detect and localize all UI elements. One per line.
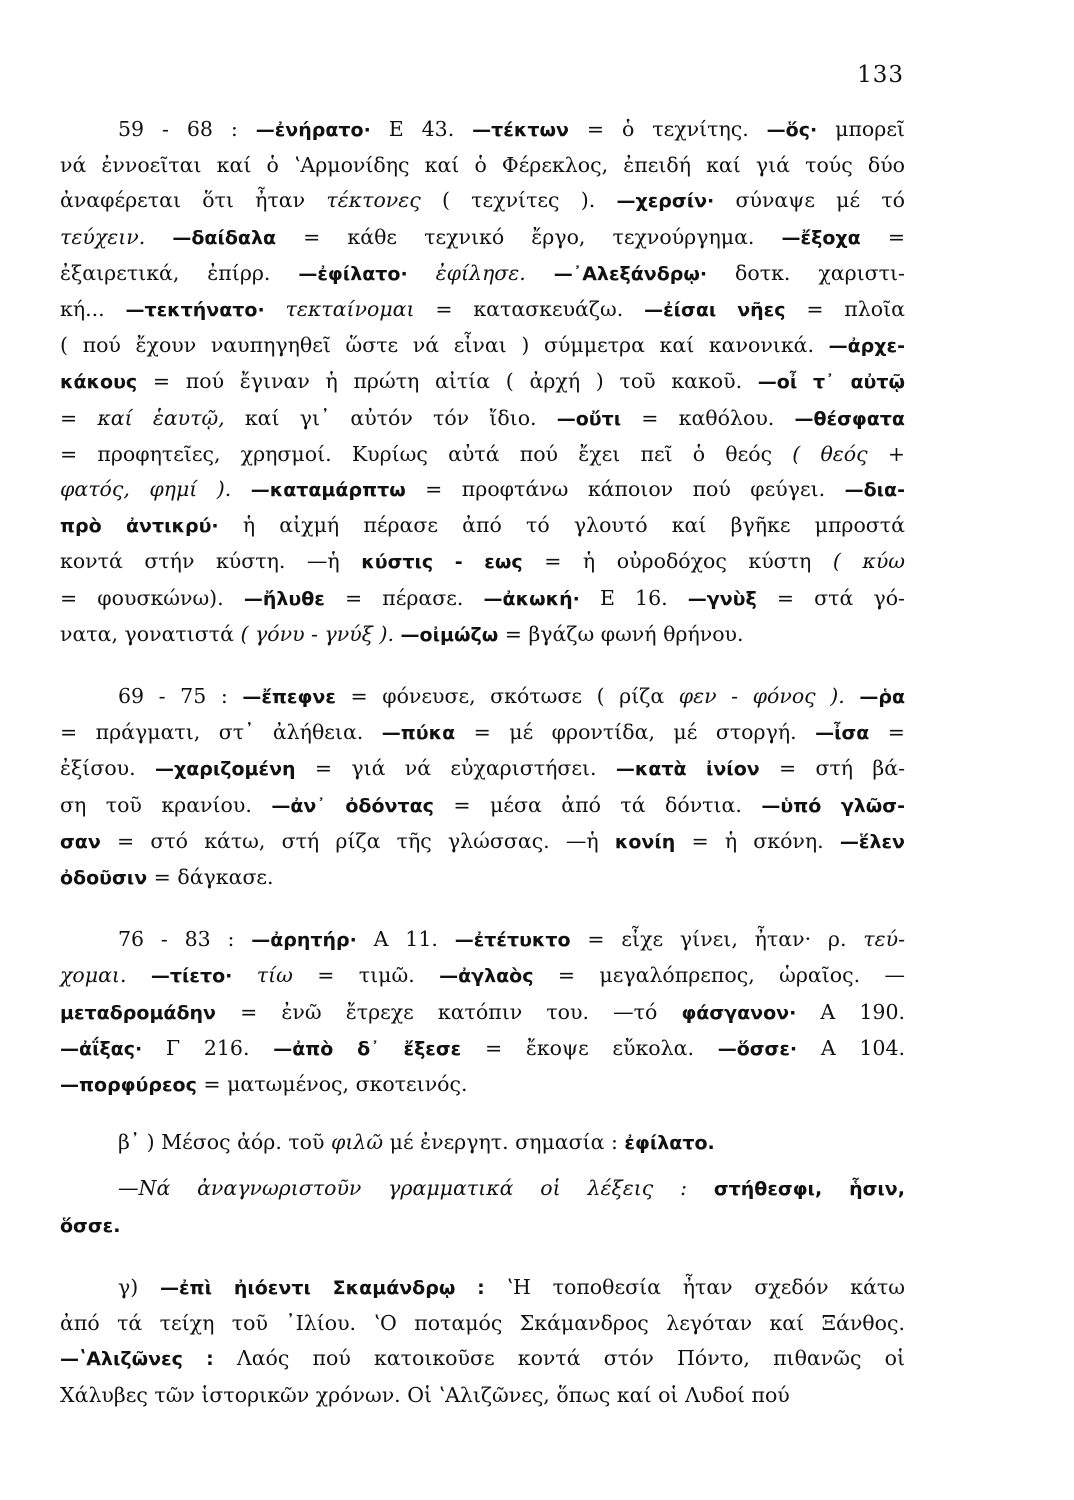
- lemma-term: —ἀκωκή·: [483, 587, 580, 610]
- lemma-term: μεταδρομάδην: [60, 1001, 216, 1024]
- paragraph: [60, 1171, 905, 1243]
- text-run: Λαός πού κατοικοῦσε κοντά στόν Πόντο, πιθανῶς οἱ: [213, 1346, 905, 1371]
- text-run: [145, 225, 172, 249]
- lemma-term: —᾿Αλεξάνδρῳ·: [553, 262, 708, 285]
- text-line: [60, 860, 905, 896]
- lemma-term: ὅσσε.: [60, 1214, 121, 1237]
- text-run: ( πού ἔχουν ναυπηγηθεῖ ὥστε νά εἶναι ) σύμμετρα καί κανονικά.: [60, 333, 829, 358]
- lemma-term: —γνὺξ: [687, 587, 757, 610]
- text-line: [60, 1270, 905, 1306]
- italic-run: τεκταίνομαι: [285, 297, 415, 322]
- lemma-term: —ἀγλαὸς: [439, 965, 534, 988]
- text-run: = προφτάνω κάποιον πού φεύγει.: [405, 477, 845, 502]
- lemma-term: ὀδοῦσιν: [60, 867, 148, 890]
- text-line: [60, 401, 905, 437]
- italic-run: φιλῶ: [331, 1130, 384, 1155]
- text-run: = κάθε τεχνικό ἔργο, τεχνούργημα.: [276, 224, 782, 249]
- lemma-term: —τεκτήνατο·: [125, 299, 265, 322]
- paragraph: [60, 679, 905, 896]
- text-run: = πλοῖα: [785, 297, 905, 322]
- lemma-term: —δια-: [844, 479, 905, 502]
- text-run: νατα, γονατιστά: [60, 621, 241, 646]
- paragraph: [60, 1270, 905, 1413]
- italic-run: —Νά ἀναγνωριστοῦν γραμματικά οἱ λέξεις :: [118, 1176, 687, 1201]
- text-run: = στό κάτω, στή ρίζα τῆς γλώσσας. —ἡ: [100, 828, 615, 853]
- lemma-term: —ἀρητήρ·: [251, 929, 357, 952]
- text-run: σύναψε μέ τό: [714, 188, 906, 213]
- text-run: [127, 963, 151, 987]
- text-line: [60, 824, 905, 860]
- text-run: Α 104.: [797, 1035, 905, 1060]
- text-line: [60, 1306, 905, 1341]
- text-run: Α 11.: [356, 927, 455, 952]
- lemma-term: —ὑπό γλῶσ-: [761, 794, 905, 817]
- text-line: [60, 679, 905, 715]
- text-run: κή...: [60, 297, 126, 322]
- text-run: = εἶχε γίνει, ἦταν· ρ.: [570, 927, 864, 952]
- text-run: = πέρασε.: [324, 585, 484, 610]
- lemma-term: σαν: [60, 830, 101, 853]
- text-run: = μέ φροντίδα, μέ στοργή.: [455, 720, 816, 745]
- lemma-term: —ἀπὸ δ᾿ ἔξεσε: [273, 1037, 462, 1060]
- lemma-term: ἐφίλατο.: [624, 1132, 715, 1155]
- lemma-term: —ἔπεφνε: [242, 686, 336, 709]
- text-run: [845, 684, 860, 708]
- text-run: = ἡ οὐροδόχος κύστη: [522, 549, 833, 574]
- text-line: [60, 112, 905, 148]
- lemma-term: —οἰμώζω: [400, 623, 499, 646]
- text-run: [231, 477, 250, 501]
- text-run: 76 - 83 :: [118, 927, 252, 952]
- text-run: = φουσκώνω).: [60, 585, 244, 610]
- text-line: [60, 183, 905, 219]
- text-line: [60, 292, 905, 328]
- text-run: ʽΗ τοποθεσία ἦταν σχεδόν κάτω: [484, 1274, 905, 1299]
- text-run: 59 - 68 :: [118, 117, 256, 141]
- text-run: ( τεχνίτες ).: [420, 188, 617, 213]
- text-run: = δάγκασε.: [147, 865, 274, 890]
- lemma-term: —ἐνήρατο·: [255, 119, 371, 141]
- text-run: Ε 16.: [579, 585, 688, 610]
- lemma-term: —τέκτων: [472, 119, 569, 141]
- text-line: [60, 544, 905, 580]
- lemma-term: στήθεσφι, ἧσιν,: [713, 1178, 905, 1201]
- italic-run: ( γόνυ - γνύξ ).: [240, 621, 394, 646]
- lemma-term: —ἐίσαι νῆες: [644, 299, 786, 322]
- lemma-term: —ʽΑλιζῶνες :: [60, 1348, 214, 1371]
- text-run: = γιά νά εὐχαριστήσει.: [295, 756, 616, 781]
- text-line: [60, 328, 905, 364]
- lemma-term: πρὸ ἀντικρύ·: [60, 515, 219, 538]
- lemma-term: —ἐπὶ ἠιόεντι Σκαμάνδρῳ :: [159, 1276, 485, 1299]
- lemma-term: —ἐφίλατο·: [298, 262, 408, 285]
- text-run: νά ἐννοεῖται καί ὁ ʽΑρμονίδης καί ὁ Φέρεκλος, ἐπειδή καί γιά τούς δύο: [60, 153, 905, 178]
- text-run: = ὁ τεχνίτης.: [568, 117, 767, 141]
- text-line: [60, 1378, 905, 1413]
- lemma-term: —θέσφατα: [794, 407, 905, 430]
- text-run: = ματωμένος, σκοτεινός.: [196, 1072, 468, 1097]
- text-run: β᾿ ) Μέσος ἀόρ. τοῦ: [118, 1130, 332, 1155]
- lemma-term: —ἀν᾿ ὀδόντας: [271, 794, 434, 817]
- text-line: [60, 751, 905, 787]
- lemma-term: κάκους: [60, 371, 138, 394]
- text-run: μέ ἐνεργητ. σημασία :: [383, 1130, 625, 1155]
- italic-run: ( θεός +: [792, 441, 905, 466]
- text-run: = προφητεῖες, χρησμοί. Κυρίως αὐτά πού ἔχει πεῖ ὁ θεός: [60, 441, 793, 466]
- lemma-term: —δαίδαλα: [172, 226, 277, 249]
- lemma-term: —χερσίν·: [616, 190, 715, 213]
- text-run: = μέσα ἀπό τά δόντια.: [433, 792, 762, 817]
- text-run: = μεγαλόπρεπος, ὡραῖος. —: [533, 963, 905, 988]
- text-line: [60, 1171, 905, 1207]
- text-line: [60, 995, 905, 1031]
- text-run: = φόνευσε, σκότωσε ( ρίζα: [335, 684, 679, 709]
- lemma-term: —ἐτέτυκτο: [454, 929, 571, 952]
- text-line: [60, 581, 905, 617]
- lemma-term: —οὔτι: [556, 407, 622, 430]
- text-run: = πού ἔγιναν ἡ πρώτη αἰτία ( ἀρχή ) τοῦ κακοῦ.: [137, 369, 758, 394]
- text-line: [60, 220, 905, 256]
- lemma-term: —ἀΐξας·: [60, 1037, 143, 1060]
- text-line: [60, 472, 905, 508]
- text-line: [60, 148, 905, 183]
- text-line: [60, 1208, 905, 1244]
- text-run: κοντά στήν κύστη. —ἡ: [60, 549, 362, 574]
- text-run: = ἔκοψε εὔκολα.: [461, 1035, 718, 1060]
- text-run: καί γι᾿ αὐτόν τόν ἴδιο.: [224, 405, 557, 430]
- text-run: ἐξαιρετικά, ἐπίρρ.: [60, 260, 299, 285]
- lemma-term: —ἀρχε-: [828, 335, 905, 358]
- text-run: = ἡ σκόνη.: [675, 828, 840, 853]
- text-run: δοτκ. χαριστι-: [707, 260, 905, 285]
- text-line: [60, 958, 905, 994]
- italic-run: ἐφίλησε.: [435, 260, 526, 285]
- text-run: [265, 297, 286, 321]
- text-run: [687, 1176, 714, 1200]
- text-run: = καθόλου.: [621, 405, 795, 430]
- lemma-term: —πύκα: [381, 722, 456, 745]
- paragraph: [60, 922, 905, 1103]
- text-run: Ε 43.: [370, 117, 473, 141]
- italic-run: τίω: [256, 963, 293, 988]
- text-run: [232, 963, 256, 987]
- lemma-term: —καταμάρπτω: [250, 479, 406, 502]
- text-run: Γ 216.: [142, 1035, 274, 1060]
- lemma-term: —τίετο·: [150, 965, 233, 988]
- text-run: =: [860, 224, 905, 249]
- lemma-term: —ὅς·: [766, 119, 818, 141]
- text-run: Χάλυβες τῶν ἱστορικῶν χρόνων. Οἱ ʽΑλιζῶνες, ὅπως καί οἱ Λυδοί πού: [60, 1382, 790, 1407]
- lemma-term: —ὅσσε·: [717, 1037, 798, 1060]
- text-run: ἐξίσου.: [60, 756, 155, 781]
- lemma-term: —ἕλεν: [839, 830, 905, 853]
- text-run: = τιμῶ.: [292, 963, 440, 988]
- italic-run: χομαι.: [60, 963, 127, 988]
- lemma-term: —κατὰ ἰνίον: [615, 758, 760, 781]
- commentary-text: [60, 112, 905, 1413]
- text-run: =: [869, 720, 905, 745]
- text-run: ἀναφέρεται ὅτι ἦταν: [60, 188, 327, 213]
- italic-run: τεύ-: [863, 927, 905, 952]
- text-line: [60, 256, 905, 292]
- text-run: ση τοῦ κρανίου.: [60, 792, 272, 817]
- italic-run: φεν - φόνος ).: [678, 684, 845, 709]
- page-number: 133: [857, 62, 904, 88]
- lemma-term: —οἶ τ᾿ αὐτῷ: [757, 371, 905, 394]
- text-line: [60, 437, 905, 472]
- text-run: = πράγματι, στ᾿ ἀλήθεια.: [60, 720, 382, 745]
- text-line: [60, 922, 905, 958]
- text-run: [526, 261, 554, 285]
- text-line: [60, 1125, 905, 1161]
- text-run: γ): [118, 1274, 160, 1299]
- text-run: ἡ αἰχμή πέρασε ἀπό τό γλουτό καί βγῆκε μπροστά: [218, 513, 905, 538]
- text-run: = στή βά-: [759, 756, 905, 781]
- paragraph: [60, 112, 905, 653]
- text-line: [60, 1031, 905, 1067]
- text-line: [60, 508, 905, 544]
- text-line: [60, 1067, 905, 1103]
- lemma-term: —πορφύρεος: [60, 1074, 197, 1097]
- italic-run: ( κύω: [832, 549, 906, 574]
- text-line: [60, 617, 905, 653]
- text-run: = βγάζω φωνή θρήνου.: [498, 621, 744, 646]
- lemma-term: κονίη: [614, 830, 676, 853]
- text-run: = κατασκευάζω.: [414, 297, 645, 322]
- lemma-term: —ἤλυθε: [243, 587, 325, 610]
- text-run: Α 190.: [796, 999, 906, 1024]
- text-run: =: [60, 405, 98, 430]
- italic-run: τέκτονες: [326, 188, 421, 213]
- text-line: [60, 715, 905, 751]
- lemma-term: —ἔξοχα: [781, 226, 861, 249]
- lemma-term: κύστις - εως: [361, 551, 523, 574]
- text-run: [408, 261, 436, 285]
- lemma-term: φάσγανον·: [681, 1001, 797, 1024]
- text-run: μπορεῖ: [817, 117, 905, 141]
- italic-run: καί ἑαυτῷ,: [97, 405, 225, 430]
- text-line: [60, 364, 905, 400]
- text-run: ἀπό τά τείχη τοῦ ᾿Ιλίου. ʽΟ ποταμός Σκάμανδρος λεγόταν καί Ξάνθος.: [60, 1311, 905, 1336]
- text-run: = στά γό-: [756, 585, 905, 610]
- text-line: [60, 788, 905, 824]
- text-run: = ἐνῶ ἔτρεχε κατόπιν του. —τό: [216, 999, 682, 1024]
- italic-run: τεύχειν.: [60, 224, 146, 249]
- paragraph: [60, 1125, 905, 1161]
- lemma-term: —ῥα: [859, 686, 905, 709]
- text-line: [60, 1341, 905, 1377]
- italic-run: φατός, φημί ).: [60, 477, 232, 502]
- lemma-term: —χαριζομένη: [154, 758, 296, 781]
- lemma-term: —ἶσα: [815, 722, 870, 745]
- text-run: 69 - 75 :: [118, 684, 243, 709]
